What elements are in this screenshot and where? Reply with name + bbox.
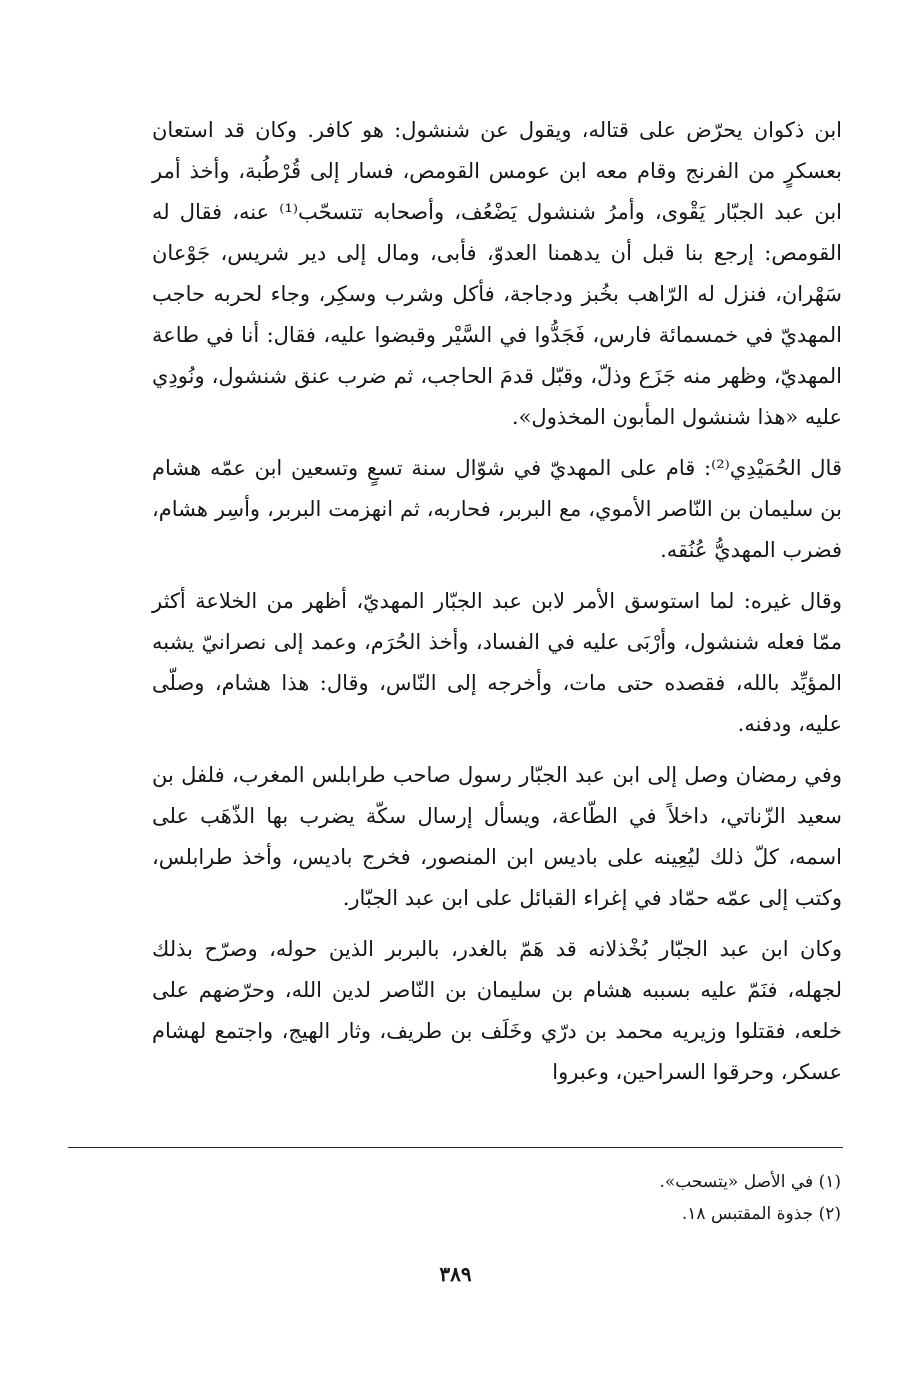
footnote-divider: [68, 1147, 843, 1148]
footnote-1: (١) في الأصل «يتسحب».: [659, 1172, 841, 1192]
main-text: [152, 110, 842, 1093]
paragraph-1: ابن ذكوان يحرّض على قتاله، ويقول عن شنشول: هو كافر. وكان قد استعان بعسكرٍ من الفرنج وقام معه ابن عومس القومص، فسار إلى قُرْطُبة، وأخذ أمر ابن عبد الجبّار يَقْوى، وأمرُ شنشول يَضْعُف، وأصحابه تتسحّب⁽¹⁾ عنه، فقال له القومص: إرجع بنا قبل أن يدهمنا العدوّ، فأبى، ومال إلى دير شريس، جَوْعان سَهْران، فنزل له الرّاهب بخُبز ودجاجة، فأكل وشرب وسكِر، وجاء لحربه حاجب المهديّ في خمسمائة فارس، فَجَدُّوا في السَّيْر وقبضوا عليه، فقال: أنا في طاعة المهديّ، وظهر منه جَزَع وذلّ، وقبّل قدمَ الحاجب، ثم ضرب عنق شنشول، ونُودِي عليه «هذا شنشول المأبون المخذول».: [152, 118, 843, 429]
paragraph-2: قال الحُمَيْدِي⁽²⁾: قام على المهديّ في شوّال سنة تسعٍ وتسعين ابن عمّه هشام بن سليمان بن النّاصر الأموي، مع البربر، فحاربه، ثم انهزمت البربر، وأسِر هشام، فضرب المهديُّ عُنُقه.: [152, 456, 842, 562]
paragraph-4: وفي رمضان وصل إلى ابن عبد الجبّار رسول صاحب طرابلس المغرب، فلفل بن سعيد الزّناتي، داخلاً في الطّاعة، ويسأل إرسال سكّة يضرب بها الذّهَب على اسمه، كلّ ذلك ليُعِينه على باديس ابن المنصور، فخرج باديس، وأخذ طرابلس، وكتب إلى عمّه حمّاد في إغراء القبائل على ابن عبد الجبّار.: [152, 763, 842, 910]
footnotes: [141, 1166, 841, 1230]
page-number: ٣٨٩: [439, 1262, 472, 1286]
footnote-2: (٢) جذوة المقتبس ١٨.: [681, 1204, 841, 1224]
paragraph-5: وكان ابن عبد الجبّار بُخْذلانه قد هَمّ بالغدر، بالبربر الذين حوله، وصرّح بذلك لجهله، فنَمّ عليه بسببه هشام بن سليمان بن النّاصر لدين الله، وحرّضهم على خلعه، فقتلوا وزيريه محمد بن درّي وخَلَف بن طريف، وثار الهيج، واجتمع لهشام عسكر، وحرقوا السراحين، وعبروا: [152, 937, 842, 1084]
paragraph-3: وقال غيره: لما استوسق الأمر لابن عبد الجبّار المهديّ، أظهر من الخلاعة أكثر ممّا فعله شنشول، وأرْبَى عليه في الفساد، وأخذ الحُرَم، وعمد إلى نصرانيّ يشبه المؤيِّد بالله، فقصده حتى مات، وأخرجه إلى النّاس، وقال: هذا هشام، وصلّى عليه، ودفنه.: [152, 589, 842, 736]
